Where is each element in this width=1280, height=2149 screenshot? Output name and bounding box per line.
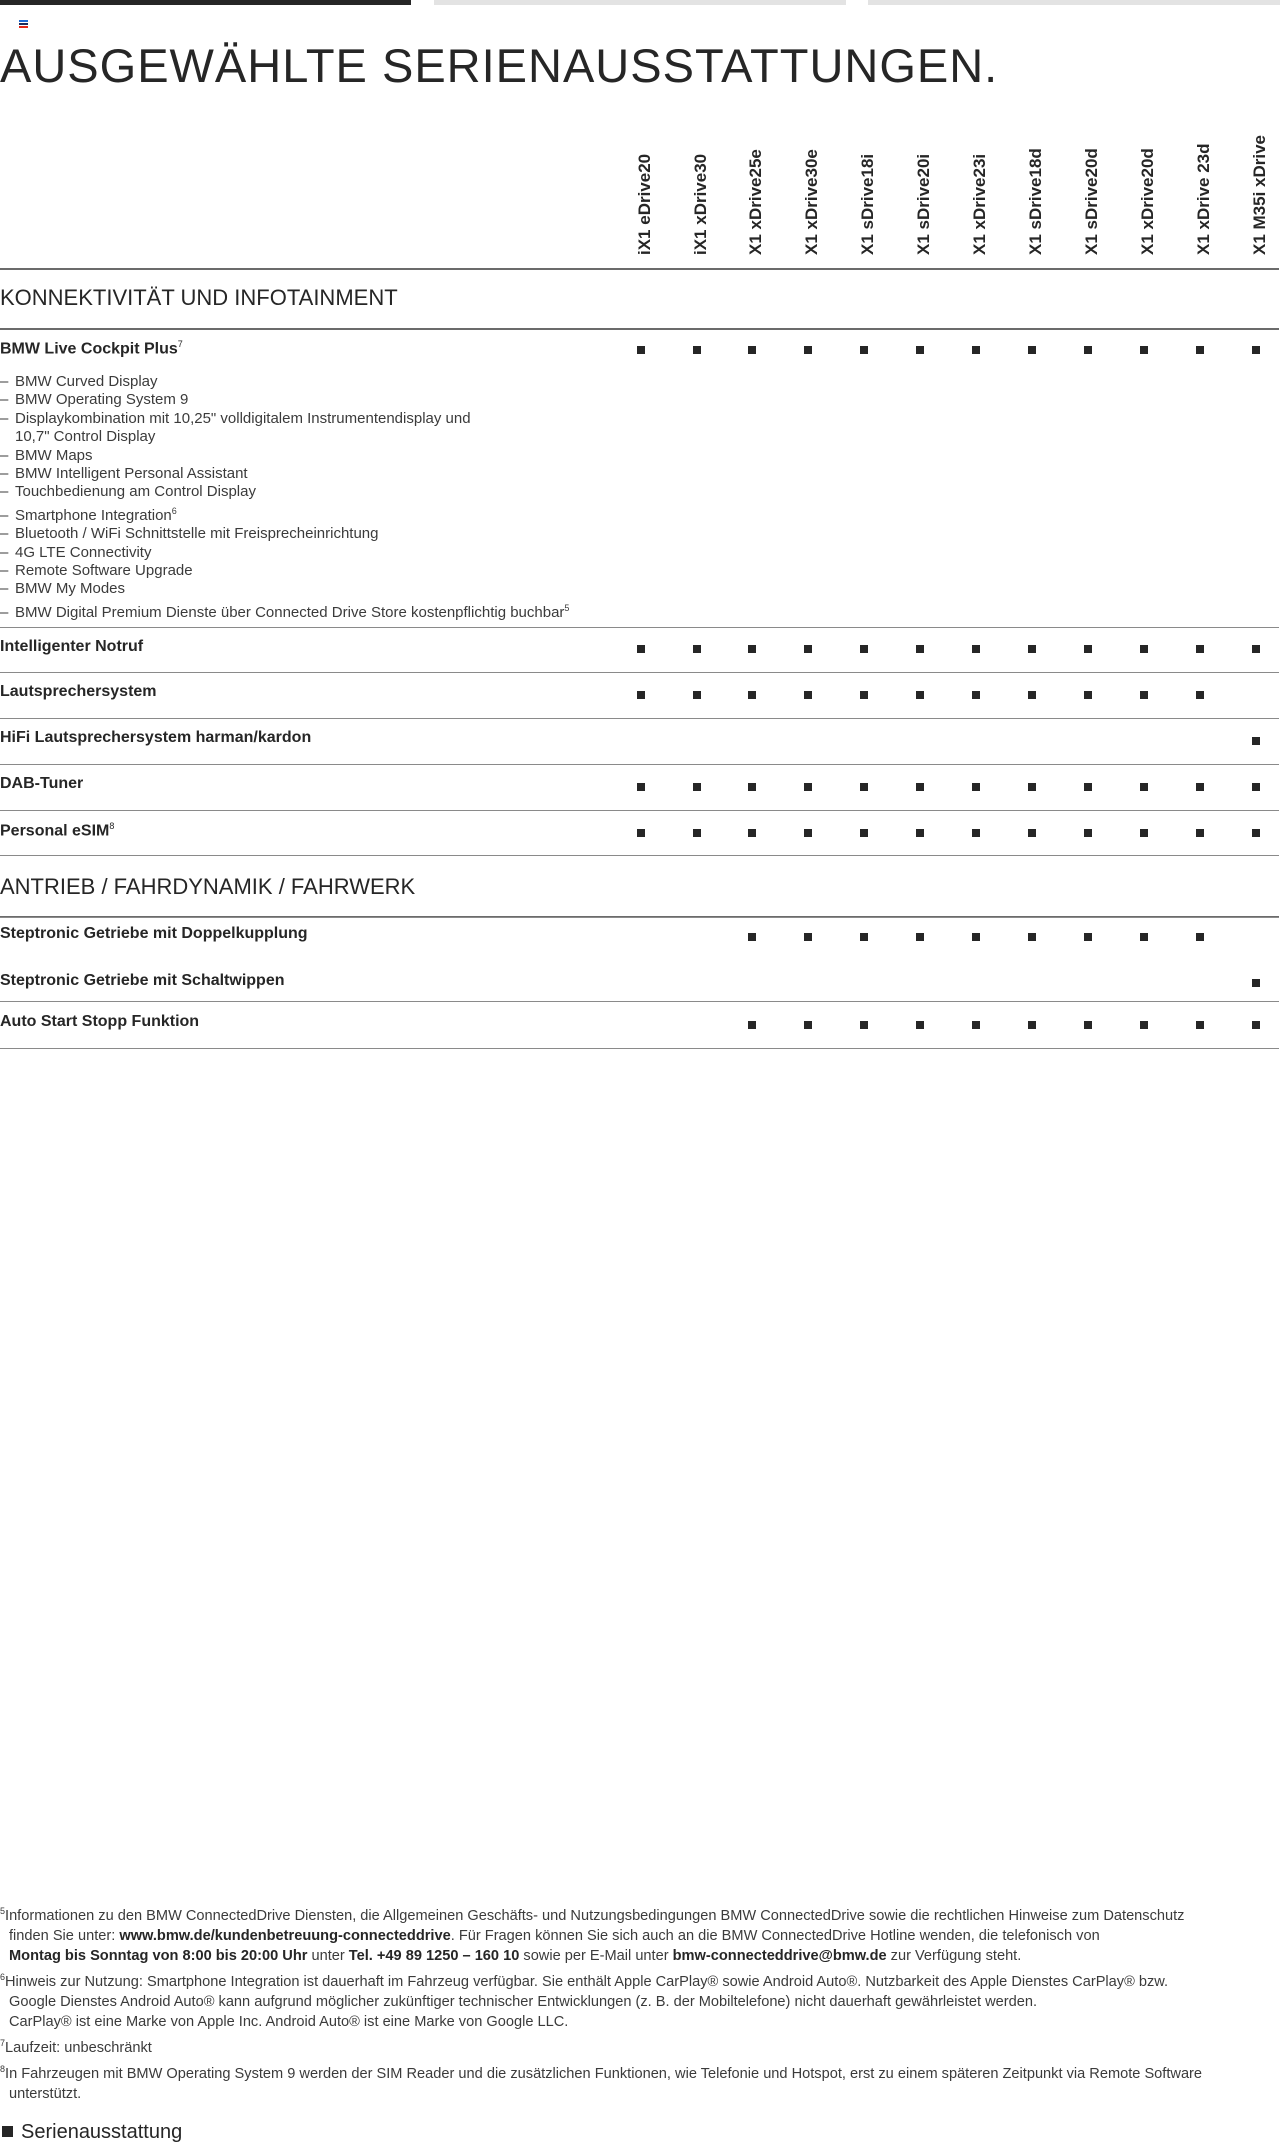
footnote-number: 6: [0, 1972, 6, 1983]
column-header: [797, 149, 827, 285]
standard-equipment-mark: [804, 783, 812, 791]
standard-equipment-mark: [1252, 1021, 1260, 1029]
standard-equipment-mark: [637, 783, 645, 791]
legend: [2, 2121, 182, 2144]
standard-equipment-mark: [1028, 1021, 1036, 1029]
standard-equipment-mark: [1028, 829, 1036, 837]
footnote-text: unter: [307, 1948, 349, 1964]
footnote-ref: 7: [177, 339, 183, 349]
feature-detail-item: [0, 410, 569, 428]
page-title: AUSGEWÄHLTE SERIENAUSSTATTUNGEN.: [0, 39, 999, 92]
flag-icon: [19, 20, 28, 27]
standard-equipment-mark: [804, 829, 812, 837]
feature-detail-text: BMW Operating System 9: [15, 391, 189, 409]
footnote-emphasis: Tel. +49 89 1250 – 160 10: [348, 1948, 520, 1964]
standard-equipment-mark: [1140, 346, 1148, 354]
feature-label-text: Auto Start Stopp Funktion: [0, 1013, 200, 1030]
feature-detail-text: Displaykombination mit 10,25" volldigitalem Instrumentendisplay und: [15, 409, 471, 427]
dash-icon: –: [0, 446, 9, 464]
standard-equipment-mark: [637, 691, 645, 699]
feature-detail-text: 10,7" Control Display: [15, 428, 156, 446]
row-divider: [0, 764, 1279, 765]
standard-equipment-mark: [1028, 691, 1036, 699]
standard-equipment-mark: [1196, 645, 1204, 653]
footnote-text: Informationen zu den BMW ConnectedDrive Diensten, die Allgemeinen Geschäfts- und Nutzungsbedingungen BMW ConnectedDrive sowie die rechtlichen Hinweise zum Datenschutz: [5, 1908, 1185, 1924]
feature-label: [0, 729, 311, 747]
standard-equipment-mark: [916, 933, 924, 941]
feature-label-text: Lautsprechersystem: [0, 683, 157, 700]
standard-equipment-mark: [972, 346, 980, 354]
standard-equipment-mark: [972, 645, 980, 653]
column-header: [630, 153, 660, 285]
column-header-label: X1 M35i xDrive: [1250, 134, 1269, 255]
standard-equipment-mark: [804, 645, 812, 653]
column-header: [1021, 148, 1051, 285]
feature-detail-item: [0, 502, 569, 525]
standard-equipment-mark: [1196, 783, 1204, 791]
feature-detail-text: BMW Digital Premium Dienste über Connected Drive Store kostenpflichtig buchbar: [15, 603, 565, 621]
footnote-text: In Fahrzeugen mit BMW Operating System 9 werden der SIM Reader und die zusätzlichen Funktionen, wie Telefonie und Hotspot, erst zu einem späteren Zeitpunkt via Remote Software: [5, 2066, 1203, 2082]
standard-equipment-mark: [748, 933, 756, 941]
feature-label-text: Steptronic Getriebe mit Doppelkupplung: [0, 925, 308, 942]
standard-equipment-mark: [1140, 783, 1148, 791]
dash-icon: –: [0, 562, 9, 580]
feature-detail-text: BMW Maps: [15, 446, 93, 464]
dash-icon: –: [0, 603, 9, 621]
standard-equipment-mark: [916, 783, 924, 791]
feature-label: [0, 339, 183, 358]
standard-equipment-mark: [748, 783, 756, 791]
row-divider: [0, 718, 1279, 719]
feature-detail-item: [0, 562, 569, 580]
feature-label-text: DAB-Tuner: [0, 775, 84, 792]
feature-label-text: HiFi Lautsprechersystem harman/kardon: [0, 729, 312, 746]
standard-equipment-mark: [1140, 829, 1148, 837]
feature-label-text: Personal eSIM: [0, 822, 110, 840]
row-divider: [0, 917, 1279, 918]
standard-equipment-mark: [860, 829, 868, 837]
footnote-emphasis: bmw-connecteddrive@bmw.de: [672, 1948, 887, 1964]
row-divider: [0, 855, 1279, 856]
feature-detail-item: [0, 447, 569, 465]
column-header-label: X1 sDrive20i: [914, 153, 933, 255]
feature-detail-text: Remote Software Upgrade: [15, 562, 193, 580]
standard-equipment-mark: [748, 645, 756, 653]
footnote-text: Google Dienstes Android Auto® kann aufgrund möglicher zukünftiger technischer Entwicklungen (z. B. der Mobiltelefone) nicht dauerhaft gewährleistet werden.: [9, 1994, 1038, 2010]
feature-label: [0, 821, 114, 840]
feature-detail-item: [0, 428, 569, 446]
section-divider: [0, 328, 1279, 330]
standard-equipment-mark: [1252, 783, 1260, 791]
footnote-text: . Für Fragen können Sie sich auch an die BMW ConnectedDrive Hotline wenden, die telefonisch von: [450, 1928, 1100, 1944]
standard-equipment-mark: [1196, 346, 1204, 354]
standard-equipment-mark: [637, 829, 645, 837]
feature-label-text: Steptronic Getriebe mit Schaltwippen: [0, 972, 285, 989]
standard-equipment-mark: [1196, 691, 1204, 699]
standard-equipment-mark: [972, 691, 980, 699]
footnote-number: 5: [0, 1906, 6, 1917]
standard-equipment-mark: [916, 645, 924, 653]
standard-equipment-mark: [916, 346, 924, 354]
footnote-text: finden Sie unter:: [9, 1928, 120, 1944]
footnote-text: CarPlay® ist eine Marke von Apple Inc. Android Auto® ist eine Marke von Google LLC.: [9, 2014, 569, 2030]
standard-equipment-mark: [693, 783, 701, 791]
square-icon: [2, 2126, 13, 2137]
column-header: [1077, 148, 1107, 285]
feature-detail-text: 4G LTE Connectivity: [15, 543, 152, 561]
feature-label: [0, 638, 143, 656]
footnote-text: Laufzeit: unbeschränkt: [5, 2040, 152, 2056]
footnote-emphasis: Montag bis Sonntag von 8:00 bis 20:00 Uhr: [9, 1948, 308, 1964]
standard-equipment-mark: [804, 1021, 812, 1029]
standard-equipment-mark: [1140, 1021, 1148, 1029]
standard-equipment-mark: [1252, 829, 1260, 837]
standard-equipment-mark: [1084, 783, 1092, 791]
standard-equipment-mark: [693, 829, 701, 837]
footnote-number: 7: [0, 2038, 6, 2049]
standard-equipment-mark: [916, 829, 924, 837]
standard-equipment-mark: [1084, 1021, 1092, 1029]
standard-equipment-mark: [1028, 346, 1036, 354]
standard-equipment-mark: [748, 1021, 756, 1029]
footnote: [0, 2064, 1278, 2104]
standard-equipment-mark: [1140, 691, 1148, 699]
standard-equipment-mark: [1252, 346, 1260, 354]
footnote-number: 8: [0, 2064, 6, 2075]
standard-equipment-mark: [1140, 933, 1148, 941]
standard-equipment-mark: [637, 346, 645, 354]
footnote-text: zur Verfügung steht.: [886, 1948, 1022, 1964]
feature-detail-item: [0, 373, 569, 391]
feature-detail-text: BMW Intelligent Personal Assistant: [15, 465, 248, 483]
dash-icon: –: [0, 525, 9, 543]
footnote-text: sowie per E-Mail unter: [519, 1948, 673, 1964]
feature-label-text: BMW Live Cockpit Plus: [0, 340, 178, 358]
feature-label: [0, 775, 83, 793]
column-header-label: X1 xDrive30e: [802, 149, 821, 255]
feature-label-text: Intelligenter Notruf: [0, 638, 144, 655]
footnote-emphasis: www.bmw.de/kundenbetreuung-connecteddrive: [119, 1928, 451, 1944]
footnote-ref: 6: [171, 505, 177, 516]
standard-equipment-mark: [1084, 933, 1092, 941]
feature-label: [0, 683, 157, 701]
footnote-ref: 8: [109, 821, 115, 831]
standard-equipment-mark: [693, 645, 701, 653]
dash-icon: –: [0, 543, 9, 561]
standard-equipment-mark: [693, 691, 701, 699]
column-header: [909, 153, 939, 285]
footnote-line: [0, 1992, 1278, 2012]
footnote-line: [0, 1946, 1278, 1966]
footnote-text: unterstützt.: [9, 2086, 82, 2102]
footnote-line: [0, 1972, 1278, 1992]
standard-equipment-mark: [804, 346, 812, 354]
row-divider: [0, 1001, 1279, 1002]
column-header: [741, 149, 771, 285]
row-divider: [0, 810, 1279, 811]
column-header: [1189, 143, 1219, 285]
column-header-label: X1 xDrive23i: [970, 153, 989, 255]
standard-equipment-mark: [860, 346, 868, 354]
dash-icon: –: [0, 465, 9, 483]
feature-detail-text: BMW My Modes: [15, 580, 126, 598]
footnote-ref: 5: [564, 602, 570, 613]
feature-detail-text: Touchbedienung am Control Display: [15, 483, 256, 501]
standard-equipment-mark: [693, 346, 701, 354]
footnote-line: [0, 2038, 1278, 2058]
standard-equipment-mark: [1140, 645, 1148, 653]
standard-equipment-mark: [1252, 737, 1260, 745]
standard-equipment-mark: [1084, 829, 1092, 837]
dash-icon: –: [0, 391, 9, 409]
standard-equipment-mark: [1084, 346, 1092, 354]
standard-equipment-mark: [804, 933, 812, 941]
column-header: [686, 153, 716, 285]
footnote-line: [0, 2084, 1278, 2104]
column-header-label: iX1 eDrive20: [635, 153, 654, 255]
feature-label: [0, 972, 285, 990]
standard-equipment-mark: [916, 691, 924, 699]
dash-icon: –: [0, 483, 9, 501]
column-header-label: X1 xDrive 23d: [1194, 143, 1213, 255]
feature-detail-item: [0, 391, 569, 409]
standard-equipment-mark: [860, 783, 868, 791]
standard-equipment-mark: [748, 829, 756, 837]
standard-equipment-mark: [972, 1021, 980, 1029]
feature-detail-item: [0, 483, 569, 501]
standard-equipment-mark: [1252, 979, 1260, 987]
column-header: [965, 153, 995, 285]
standard-equipment-mark: [748, 346, 756, 354]
standard-equipment-mark: [1196, 829, 1204, 837]
footnote-line: [0, 1926, 1278, 1946]
feature-label: [0, 1013, 199, 1031]
footnote: [0, 1906, 1278, 1966]
standard-equipment-mark: [860, 645, 868, 653]
column-header-label: X1 xDrive25e: [746, 149, 765, 255]
standard-equipment-mark: [1196, 933, 1204, 941]
standard-equipment-mark: [1028, 645, 1036, 653]
standard-equipment-mark: [860, 691, 868, 699]
standard-equipment-mark: [860, 1021, 868, 1029]
standard-equipment-mark: [1252, 645, 1260, 653]
standard-equipment-mark: [1028, 933, 1036, 941]
standard-equipment-mark: [972, 829, 980, 837]
row-divider: [0, 627, 1279, 628]
page-progress-segment[interactable]: [434, 0, 846, 5]
section-title: ANTRIEB / FAHRDYNAMIK / FAHRWERK: [0, 874, 416, 899]
column-header-label: X1 sDrive18d: [1026, 148, 1045, 255]
standard-equipment-mark: [860, 933, 868, 941]
standard-equipment-mark: [1084, 645, 1092, 653]
feature-label: [0, 925, 308, 943]
footnote: [0, 1972, 1278, 2032]
standard-equipment-mark: [1028, 783, 1036, 791]
feature-detail-item: [0, 580, 569, 598]
footnote-line: [0, 2064, 1278, 2084]
standard-equipment-mark: [972, 933, 980, 941]
column-header-label: X1 sDrive20d: [1082, 148, 1101, 255]
standard-equipment-mark: [916, 1021, 924, 1029]
feature-detail-item: [0, 599, 569, 622]
column-header: [853, 153, 883, 285]
row-divider: [0, 672, 1279, 673]
column-header-label: X1 sDrive18i: [858, 153, 877, 255]
column-header: [1133, 148, 1163, 285]
feature-detail-item: [0, 465, 569, 483]
standard-equipment-mark: [804, 691, 812, 699]
feature-detail-item: [0, 525, 569, 543]
dash-icon: –: [0, 506, 9, 524]
dash-icon: –: [0, 409, 9, 427]
feature-detail-item: [0, 544, 569, 562]
dash-icon: –: [0, 373, 9, 390]
page-progress-segment[interactable]: [868, 0, 1280, 5]
standard-equipment-mark: [1196, 1021, 1204, 1029]
standard-equipment-mark: [1084, 691, 1092, 699]
footnote-line: [0, 1906, 1278, 1926]
standard-equipment-mark: [748, 691, 756, 699]
legend-label: Serienausstattung: [21, 2121, 183, 2143]
column-header: [1245, 134, 1275, 285]
footnote: [0, 2038, 1278, 2058]
dash-icon: –: [0, 580, 9, 598]
footnotes: [0, 1906, 1278, 2110]
standard-equipment-mark: [637, 645, 645, 653]
row-divider: [0, 1048, 1279, 1049]
feature-detail-text: Smartphone Integration: [15, 506, 172, 524]
page-progress-segment[interactable]: [0, 0, 411, 5]
header-divider: [0, 268, 1279, 270]
column-header-label: iX1 xDrive30: [691, 153, 710, 255]
section-title: KONNEKTIVITÄT UND INFOTAINMENT: [0, 285, 398, 310]
footnote-line: [0, 2012, 1278, 2032]
feature-detail-text: Bluetooth / WiFi Schnittstelle mit Freisprecheinrichtung: [15, 525, 379, 543]
footnote-text: Hinweis zur Nutzung: Smartphone Integration ist dauerhaft im Fahrzeug verfügbar. Sie enthält Apple CarPlay® sowie Android Auto®. Nutzbarkeit des Apple Dienstes CarPlay® bzw.: [5, 1974, 1169, 1990]
column-header-label: X1 xDrive20d: [1138, 148, 1157, 255]
feature-detail-list: [0, 373, 569, 622]
standard-equipment-mark: [972, 783, 980, 791]
feature-detail-text: BMW Curved Display: [15, 373, 158, 390]
